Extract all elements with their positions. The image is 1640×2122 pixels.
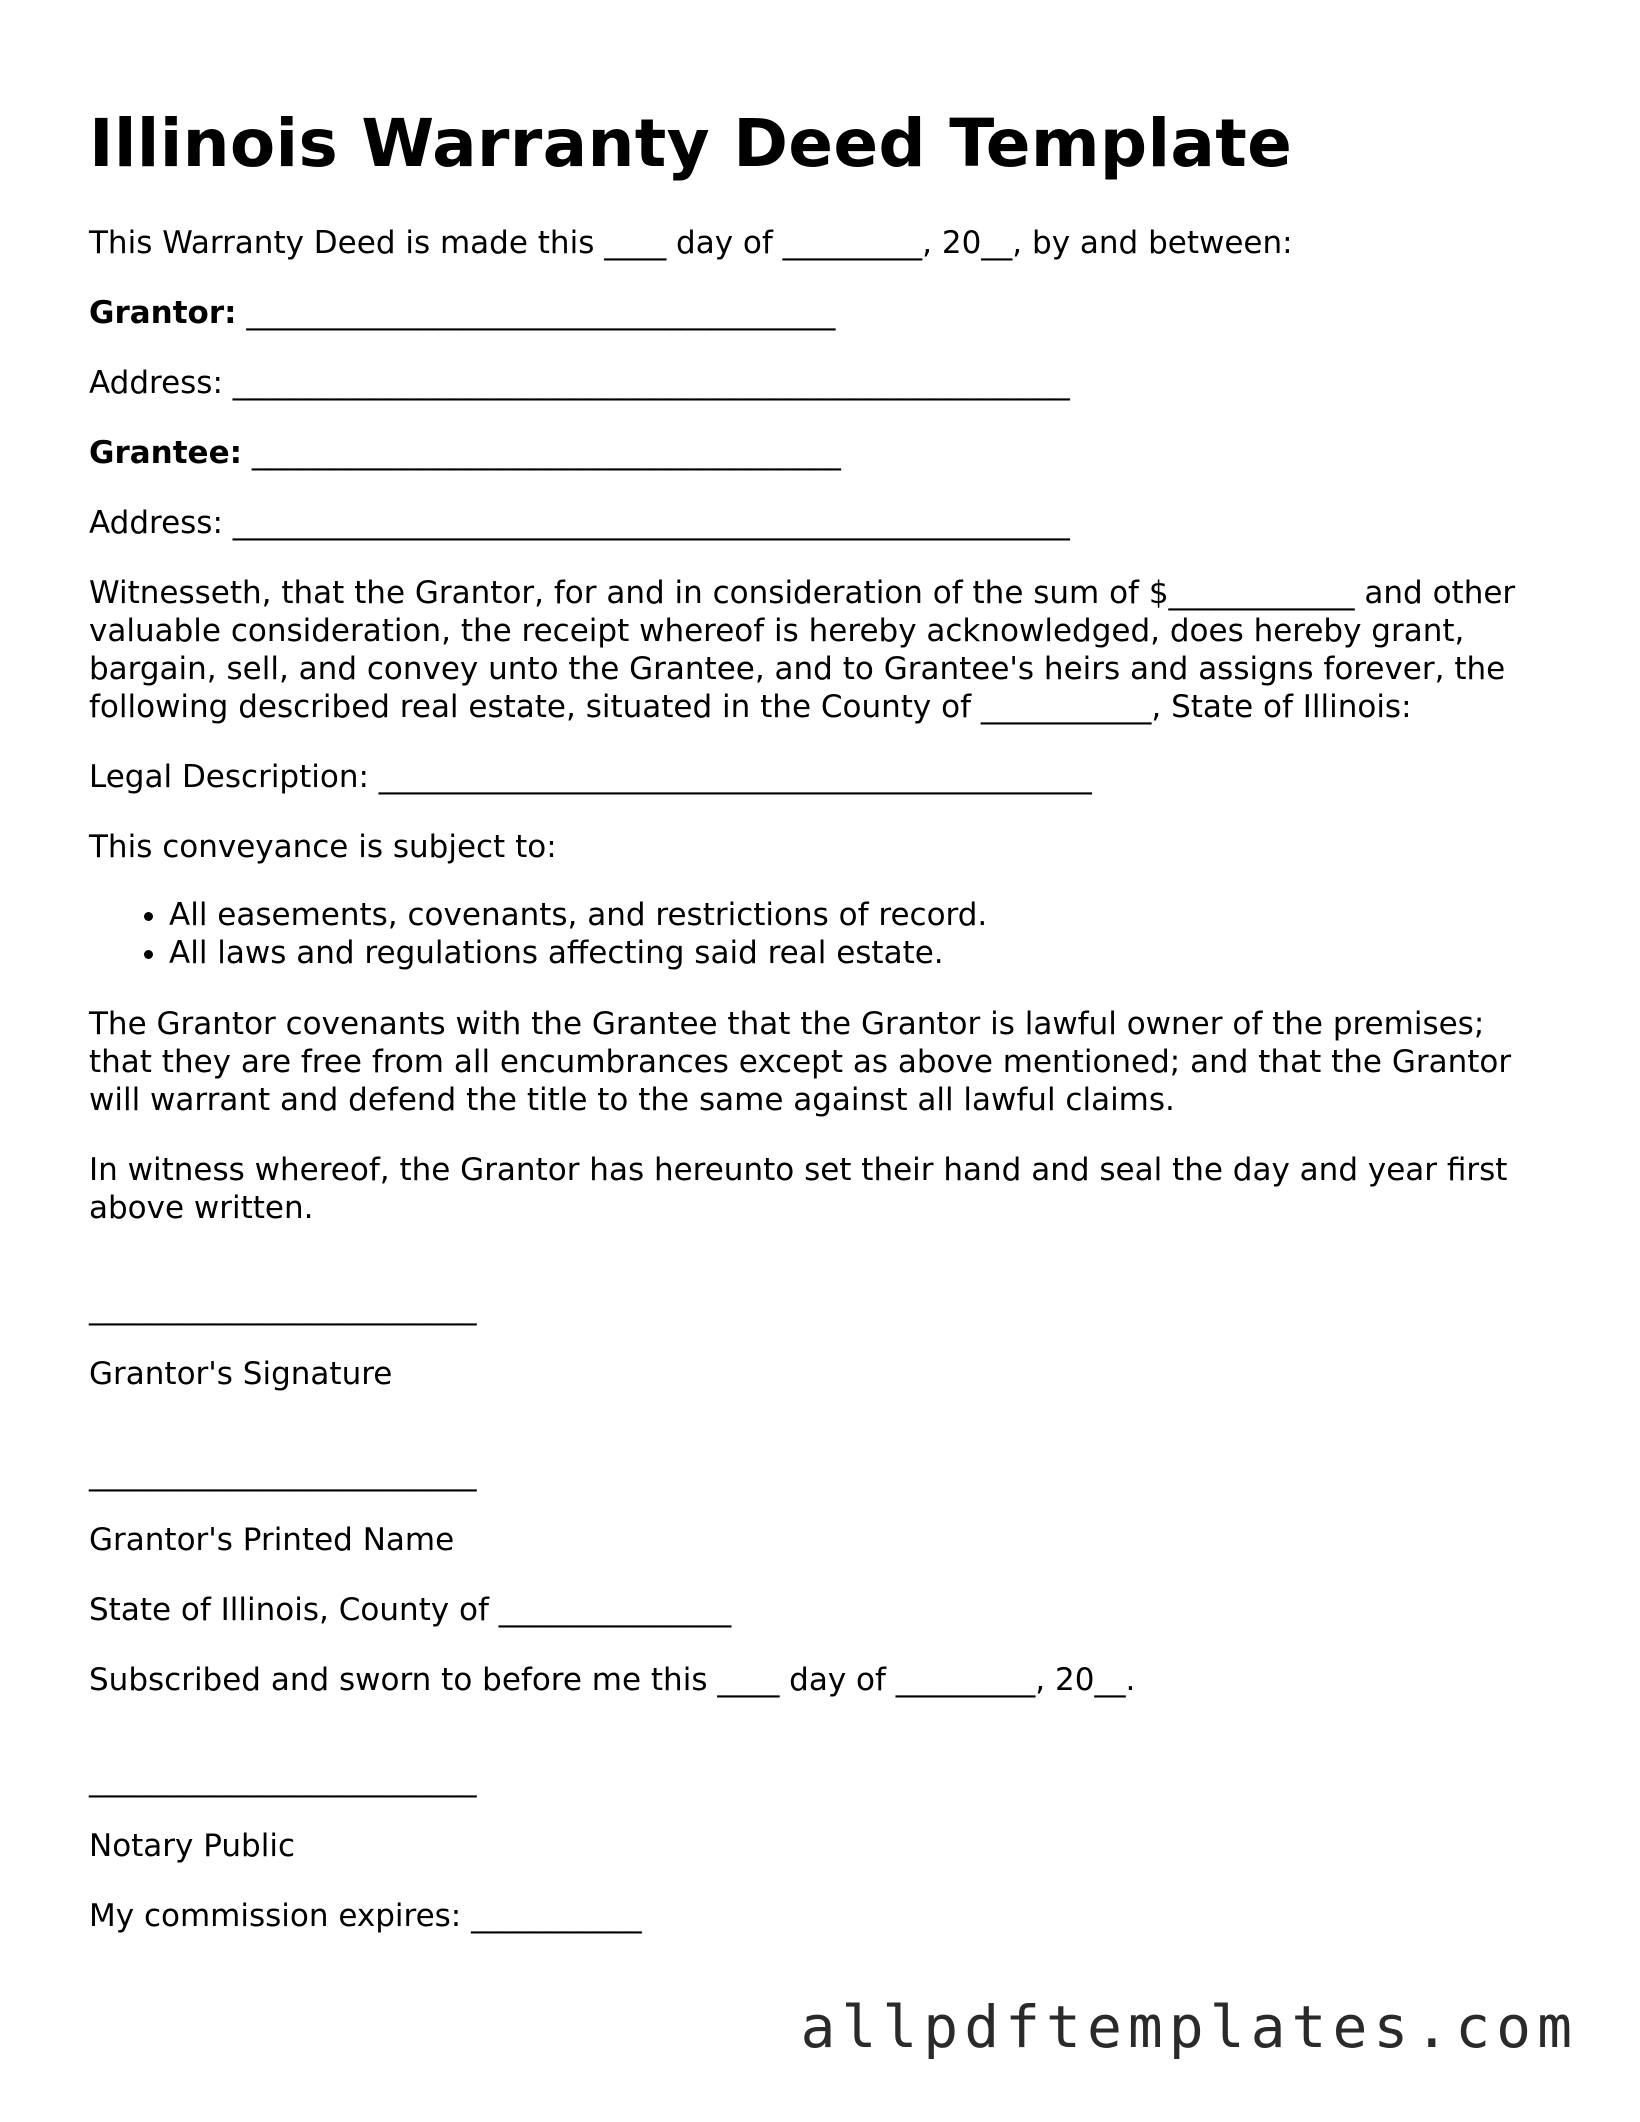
- watermark: allpdftemplates.com: [800, 1993, 1578, 2061]
- grantee-address-blank: ______________________________________________________: [222, 504, 1070, 541]
- subject-to-intro: This conveyance is subject to:: [89, 828, 557, 865]
- in-witness-paragraph: In witness whereof, the Grantor has hereunto set their hand and seal the day and year first above written.: [89, 1151, 1508, 1226]
- grantor-printed-name-label: Grantor's Printed Name: [89, 1521, 455, 1558]
- grantor-blank: ______________________________________: [236, 294, 836, 331]
- notary-public-label: Notary Public: [89, 1827, 295, 1864]
- grantor-signature-label: Grantor's Signature: [89, 1355, 393, 1392]
- grantee-label: Grantee:: [89, 434, 242, 471]
- notary-commission: My commission expires: ___________: [89, 1897, 642, 1934]
- notary-state-county: State of Illinois, County of _______________: [89, 1591, 732, 1628]
- grantor-printed-name-line: _________________________: [89, 1455, 477, 1492]
- grantee-blank: ______________________________________: [242, 434, 841, 471]
- grantor-address-label: Address:: [89, 364, 223, 401]
- subject-to-list: [89, 896, 1551, 972]
- grantor-line: [89, 294, 1551, 332]
- grantee-address-line: [89, 504, 1551, 542]
- list-item: • All laws and regulations affecting said real estate.: [169, 934, 1551, 972]
- grantor-address-line: [89, 364, 1551, 402]
- grantor-label: Grantor:: [89, 294, 237, 331]
- document-title: Illinois Warranty Deed Template: [89, 105, 1293, 182]
- document-page: [89, 105, 1551, 1967]
- list-item: • All easements, covenants, and restrictions of record.: [169, 896, 1551, 934]
- notary-subscribed: Subscribed and sworn to before me this ____ day of _________, 20__.: [89, 1661, 1136, 1698]
- legal-description-line: Legal Description: ______________________________________________: [89, 758, 1092, 795]
- covenant-paragraph: The Grantor covenants with the Grantee that the Grantor is lawful owner of the premises; that they are free from all encumbrances except as above mentioned; and that the Grantor will warrant and defend the title to the same against all lawful claims.: [89, 1005, 1512, 1118]
- grantor-address-blank: ______________________________________________________: [222, 364, 1070, 401]
- witnesseth-paragraph: Witnesseth, that the Grantor, for and in consideration of the sum of $____________ and other valuable consideration, the receipt whereof is hereby acknowledged, does hereby grant, bargain, sell, and convey unto the Grantee, and to Grantee's heirs and assigns forever, the following described real estate, situated in the County of ___________, State of Illinois:: [89, 574, 1516, 725]
- intro-paragraph: This Warranty Deed is made this ____ day of _________, 20__, by and between:: [89, 224, 1293, 261]
- grantee-line: [89, 434, 1551, 472]
- grantee-address-label: Address:: [89, 504, 223, 541]
- notary-signature-line: _________________________: [89, 1761, 477, 1798]
- grantor-signature-line: _________________________: [89, 1289, 477, 1326]
